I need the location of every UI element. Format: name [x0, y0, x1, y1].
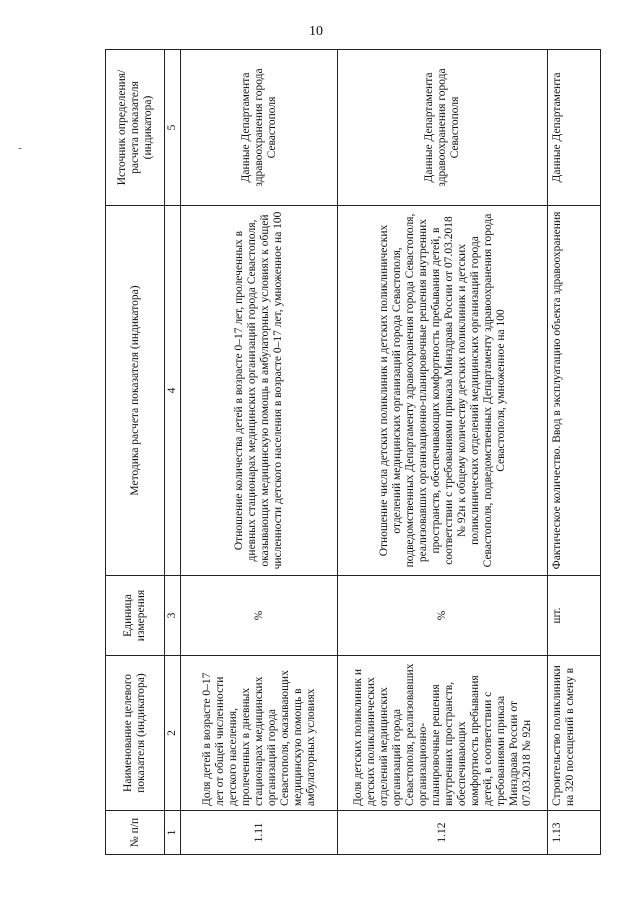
calculation-method: Отношение количества детей в возрасте 0–17 лет, пролеченных в дневных стационарах медицинских организаций города Севастополя, оказывающих медицинскую помощь в амбулаторных условиях к общей численности детского населения в возрасте 0–17 лет, умноженное на 100 [181, 206, 338, 576]
row-number: 1.11 [181, 811, 338, 855]
column-number-row [165, 50, 181, 855]
table-row [181, 50, 338, 855]
indicators-table [105, 49, 601, 855]
table-header-row [106, 50, 165, 855]
column-number: 1 [165, 811, 181, 855]
column-number: 2 [165, 656, 181, 811]
header-source: Источник определения/ расчета показателя (индикатора) [106, 50, 165, 206]
calculation-method: Фактическое количество. Ввод в эксплуатацию объекта здравоохранения [548, 206, 601, 576]
calculation-method: Отношение числа детских поликлиник и детских поликлинических отделений медицинских организаций города Севастополя, подведомственных Департаменту здравоохранения города Севастополя, реализовавших организационно-планировочные решения внутренних пространств, обеспечивающих комфортность пребывания детей, в соответствии с требованиями приказа Минздрава России от 07.03.2018 № 92н к общему количеству детских поликлиник и детских поликлинических отделений медицинских организаций города Севастополя, подведомственных Департаменту здравоохранения города Севастополя, умноженное на 100 [338, 206, 548, 576]
unit: % [181, 576, 338, 656]
indicator-name: Строительство поликлиники на 320 посещений в смену в [548, 656, 601, 811]
column-number: 5 [165, 50, 181, 206]
header-method: Методика расчета показателя (индикатора) [106, 206, 165, 576]
page-number: 10 [309, 24, 323, 39]
column-number: 4 [165, 206, 181, 576]
row-number: 1.12 [338, 811, 548, 855]
rotated-table-page [105, 50, 592, 855]
unit: шт. [548, 576, 601, 656]
header-num: № п/п [106, 811, 165, 855]
column-number: 3 [165, 576, 181, 656]
header-unit: Единица измерения [106, 576, 165, 656]
rotated-table-container [105, 50, 592, 855]
data-source: Данные Департамента здравоохранения города Севастополя [338, 50, 548, 206]
data-source: Данные Департамента здравоохранения города Севастополя [181, 50, 338, 206]
unit: % [338, 576, 548, 656]
indicator-name: Доля детских поликлиник и детских поликлинических отделений медицинских организаций города Севастополя, реализовавших организационно-планировочные решения внутренних пространств, обеспечивающих комфортность пребывания детей, в соответствии с требованиями приказа Минздрава России от 07.03.2018 № 92н [338, 656, 548, 811]
table-row [548, 50, 601, 855]
header-name: Наименование целевого показателя (индикатора) [106, 656, 165, 811]
row-number: 1.13 [548, 811, 601, 855]
table-row [338, 50, 548, 855]
margin-mark: - [18, 142, 22, 154]
data-source: Данные Департамента [548, 50, 601, 206]
indicator-name: Доля детей в возрасте 0–17 лет от общей численности детского населения, пролеченных в дневных стационарах медицинских организаций города Севастополя, оказывающих медицинскую помощь в амбулаторных условиях [181, 656, 338, 811]
